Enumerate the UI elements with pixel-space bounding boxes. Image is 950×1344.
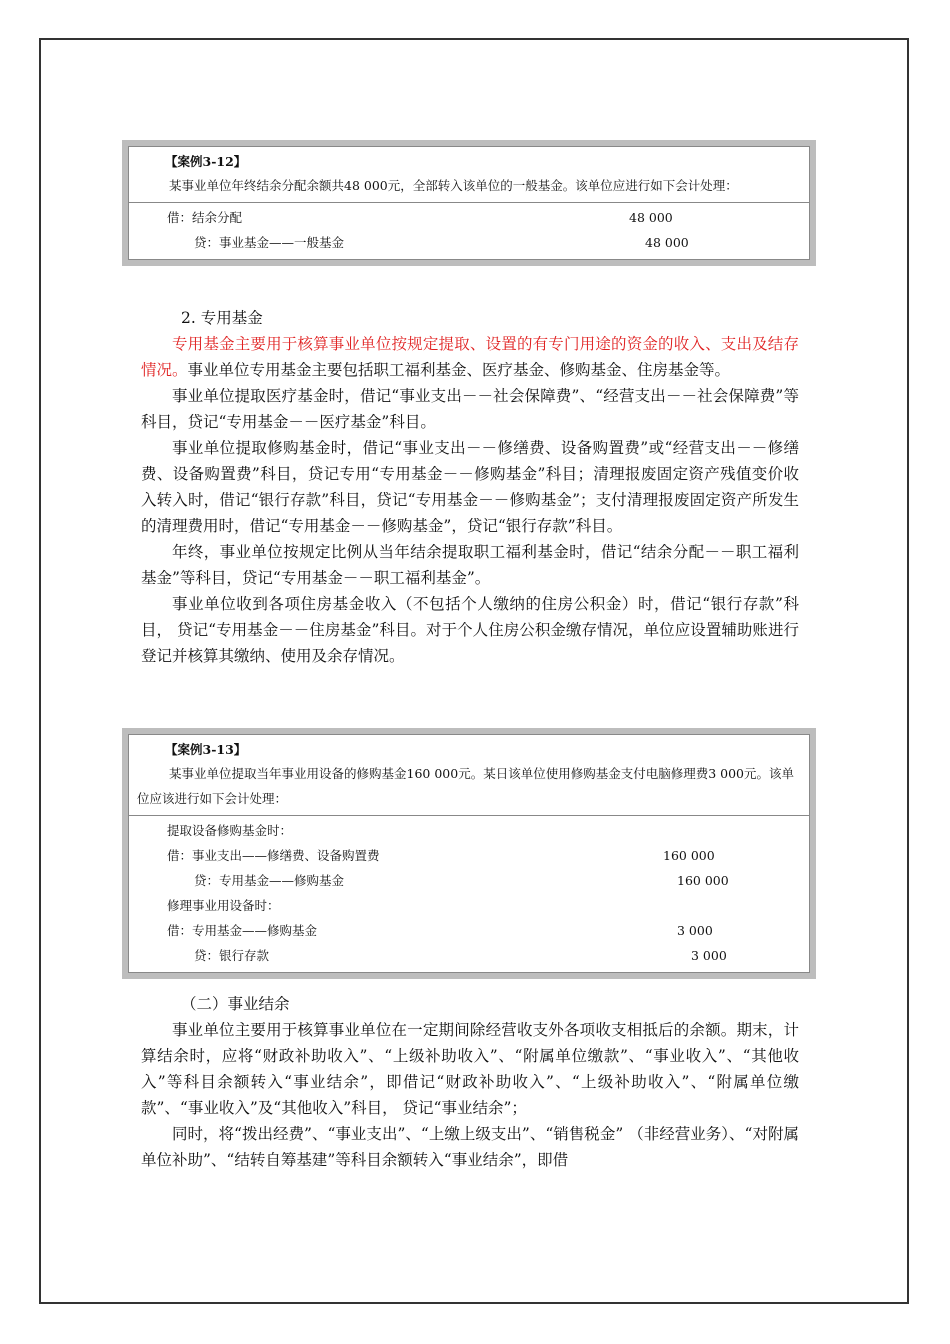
entry-amount: 48 000 (645, 235, 689, 250)
case-title: 【案例3-12】 (165, 154, 247, 169)
journal-entry (137, 843, 801, 868)
paragraph: 事业单位收到各项住房基金收入（不包括个人缴纳的住房公积金）时，借记“银行存款”科目， 贷记“专用基金－－住房基金”科目。对于个人住房公积金缴存情况，单位应设置辅助账进行登记并核算其缴纳、使用及余存情况。 (141, 595, 799, 665)
entry-label: 贷：事业基金——一般基金 (194, 235, 345, 250)
journal-entry (137, 818, 801, 843)
highlighted-text: 专用基金主要用于核算事业单位按规定提取、设置的有专门用途的资金的收入、支出及结存情况。 (141, 335, 799, 379)
case-description: 某事业单位年终结余分配余额共48 000元，全部转入该单位的一般基金。该单位应进行如下会计处理： (169, 178, 738, 193)
paragraph: 事业单位主要用于核算事业单位在一定期间除经营收支外各项收支相抵后的余额。期末，计算结余时，应将“财政补助收入”、“上级补助收入”、“附属单位缴款”、“事业收入”、“其他收入”等科目余额转入“事业结余”，即借记“财政补助收入”、“上级补助收入”、“附属单位缴款”、“事业收入”及“其他收入”科目， 贷记“事业结余”； (141, 1021, 799, 1117)
case-title: 【案例3-13】 (165, 742, 247, 757)
case-description: 某事业单位提取当年事业用设备的修购基金160 000元。某日该单位使用修购基金支付电脑修理费3 000元。该单位应该进行如下会计处理： (137, 766, 794, 806)
paragraph-text: 事业单位专用基金主要包括职工福利基金、医疗基金、修购基金、住房基金等。 (187, 361, 731, 379)
section-body (141, 1017, 799, 1173)
journal-entry (137, 918, 801, 943)
entry-label: 提取设备修购基金时： (167, 823, 293, 838)
entry-label: 借：结余分配 (167, 210, 243, 225)
entry-label: 贷：专用基金——修购基金 (194, 873, 345, 888)
paragraph: 事业单位提取修购基金时，借记“事业支出－－修缮费、设备购置费”或“经营支出－－修缮费、设备购置费”科目，贷记专用“专用基金－－修购基金”科目；清理报废固定资产残值变价收入转入时，借记“银行存款”科目，贷记“专用基金－－修购基金”；支付清理报废固定资产所发生的清理费用时，借记“专用基金－－修购基金”，贷记“银行存款”科目。 (141, 439, 799, 535)
journal-entry (137, 230, 801, 255)
paragraph: 事业单位提取医疗基金时，借记“事业支出－－社会保障费”、“经营支出－－社会保障费”等科目，贷记“专用基金－－医疗基金”科目。 (141, 387, 799, 431)
entry-amount: 3 000 (691, 948, 727, 963)
entry-label: 借：事业支出——修缮费、设备购置费 (167, 848, 380, 863)
journal-entry (137, 943, 801, 968)
entry-amount: 160 000 (677, 873, 729, 888)
section-heading: 2. 专用基金 (181, 309, 263, 327)
entry-label: 修理事业用设备时： (167, 898, 280, 913)
case-box-3-13 (122, 728, 816, 979)
journal-entry (137, 868, 801, 893)
entry-amount: 160 000 (663, 848, 715, 863)
entry-amount: 3 000 (677, 923, 713, 938)
section-body (141, 331, 799, 669)
journal-entry (137, 205, 801, 230)
journal-entry (137, 893, 801, 918)
entry-amount: 48 000 (629, 210, 673, 225)
entry-label: 借：专用基金——修购基金 (167, 923, 318, 938)
section-heading: （二）事业结余 (181, 995, 290, 1013)
paragraph: 年终，事业单位按规定比例从当年结余提取职工福利基金时，借记“结余分配－－职工福利基金”等科目，贷记“专用基金－－职工福利基金”。 (141, 543, 799, 587)
entry-label: 贷：银行存款 (194, 948, 270, 963)
paragraph: 同时，将“拨出经费”、“事业支出”、“上缴上级支出”、“销售税金” （非经营业务）、“对附属单位补助”、“结转自筹基建”等科目余额转入“事业结余”，即借 (141, 1125, 799, 1169)
case-box-3-12 (122, 140, 816, 266)
paragraph (141, 331, 799, 383)
